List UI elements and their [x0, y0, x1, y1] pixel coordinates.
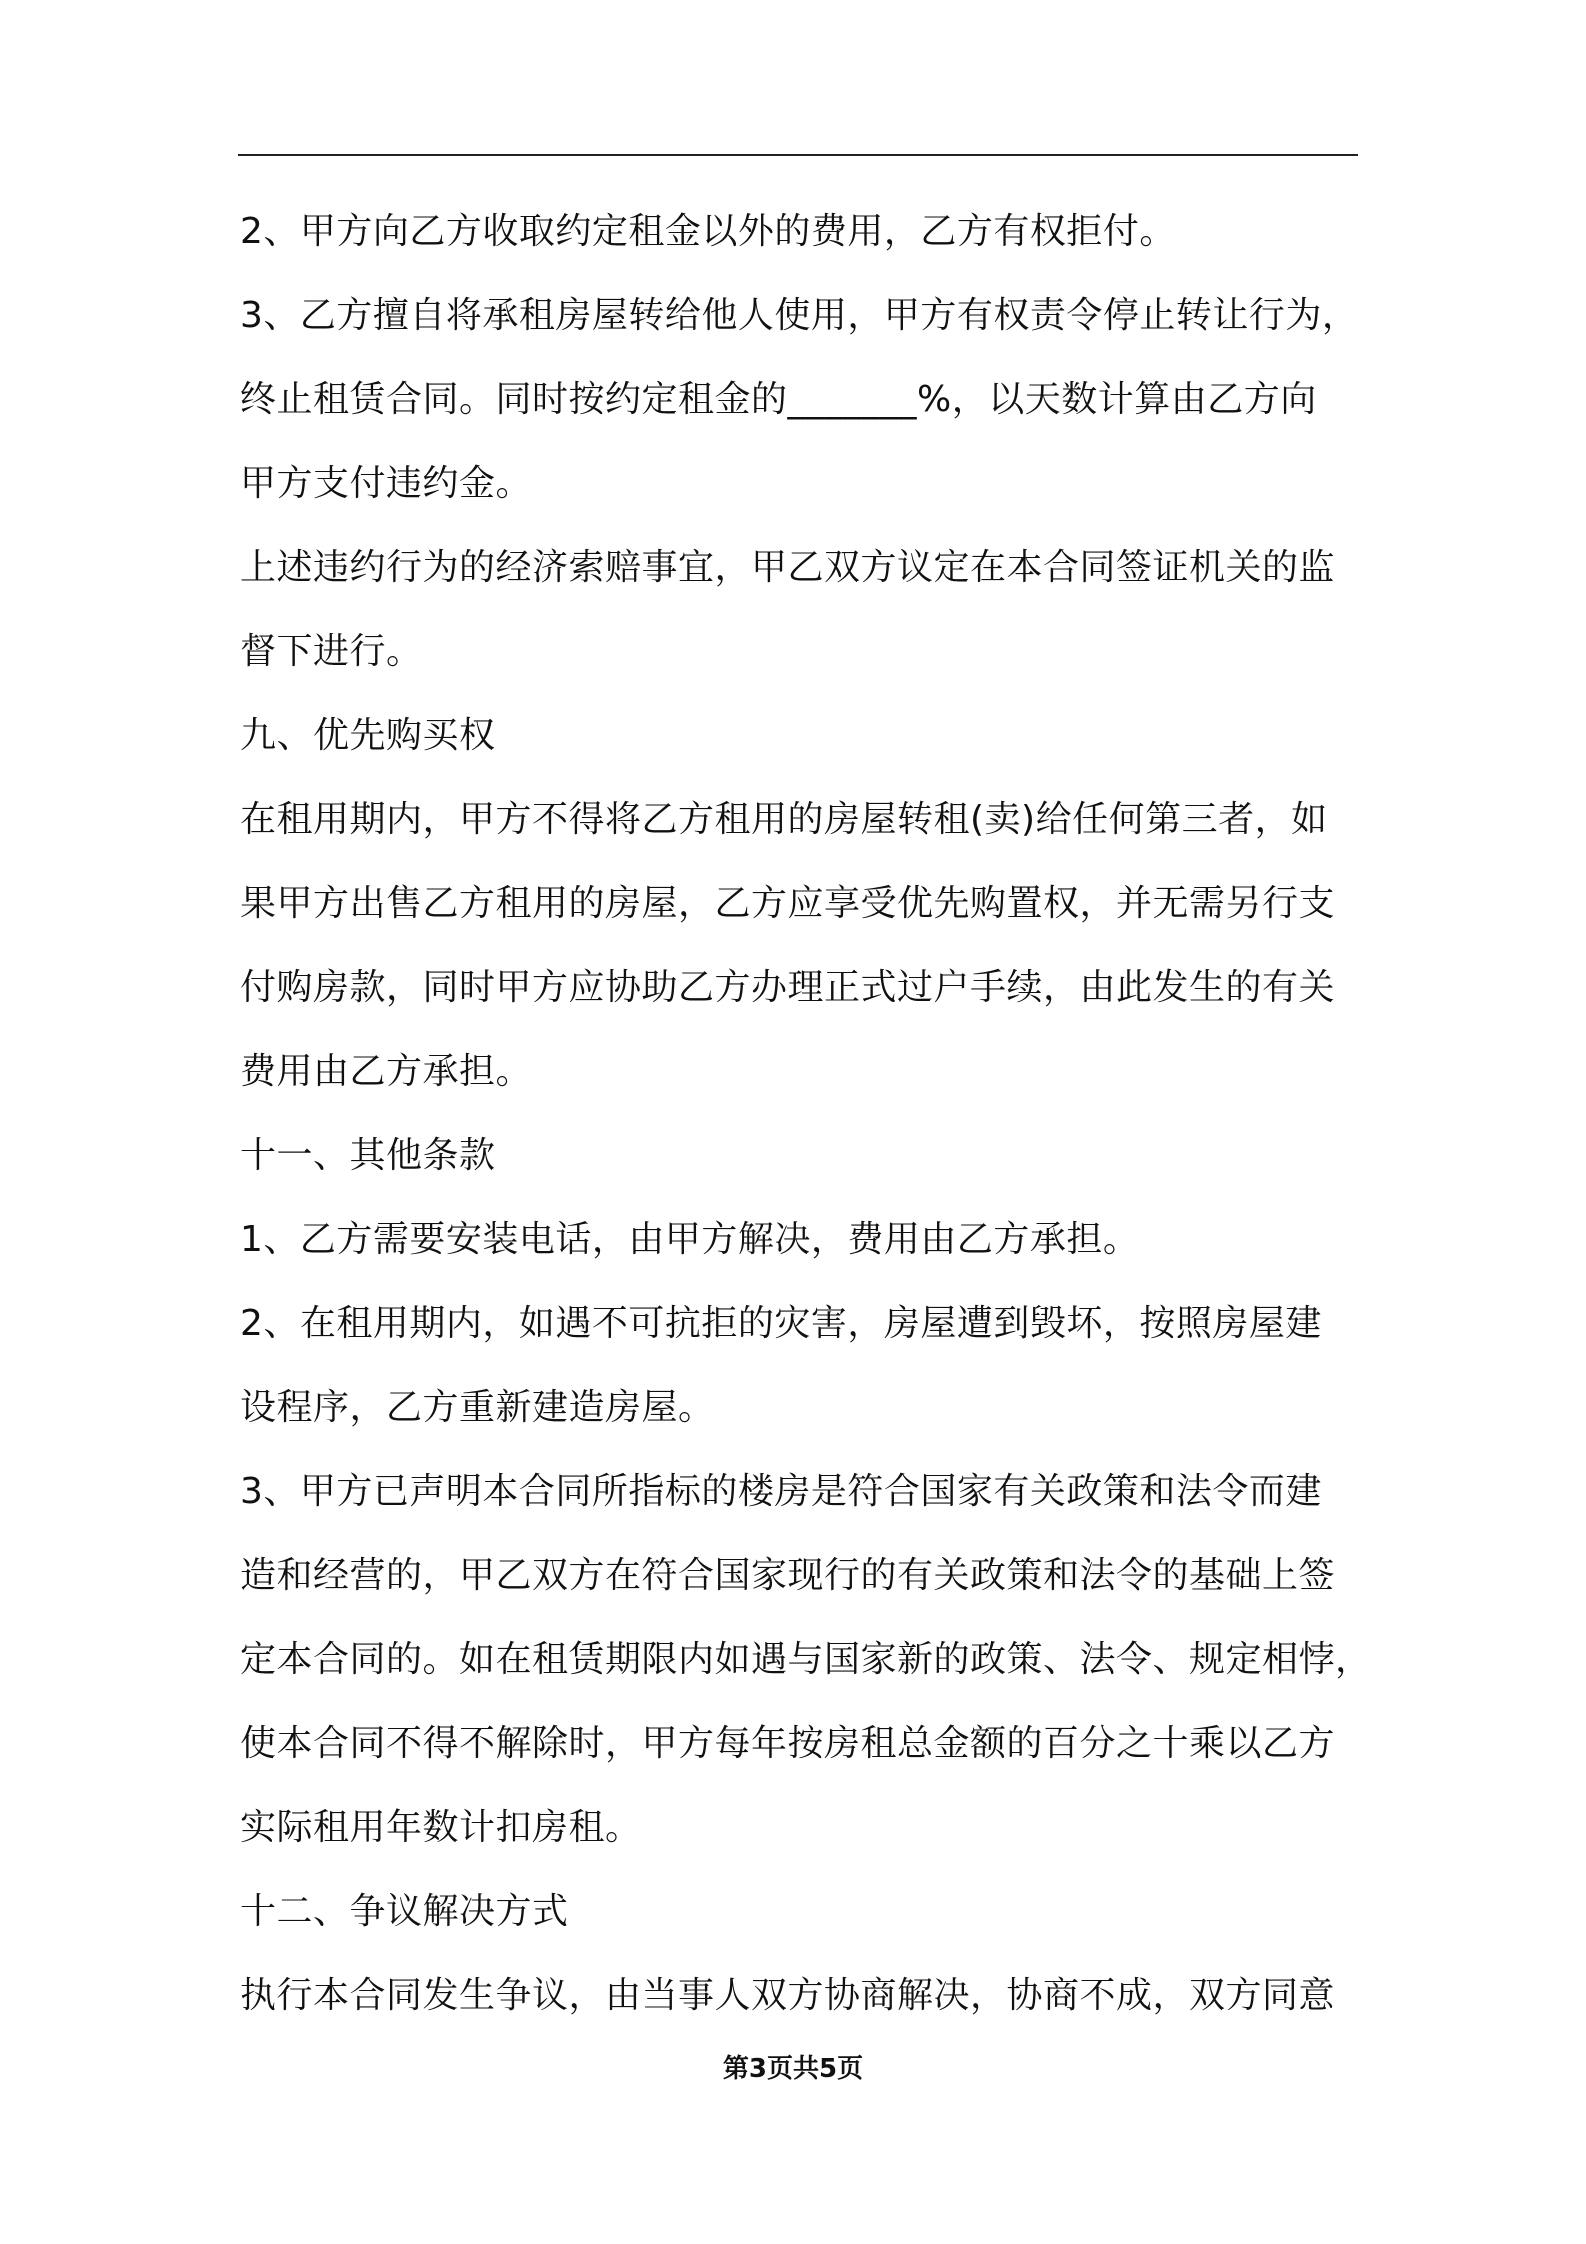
- paragraph-line: 2、甲方向乙方收取约定租金以外的费用，乙方有权拒付。: [240, 211, 1176, 252]
- section-heading: 十一、其他条款: [240, 1135, 496, 1176]
- section-heading: 九、优先购买权: [240, 715, 496, 756]
- paragraph-line: 1、乙方需要安装电话，由甲方解决，费用由乙方承担。: [240, 1219, 1140, 1260]
- paragraph-line: 执行本合同发生争议，由当事人双方协商解决，协商不成，双方同意: [240, 1975, 1336, 2016]
- page-number: 第3页共5页: [722, 2054, 864, 2084]
- header-rule: [238, 154, 1358, 156]
- paragraph-line: 上述违约行为的经济索赔事宜，甲乙双方议定在本合同签证机关的监: [240, 547, 1336, 588]
- paragraph-line: 付购房款，同时甲方应协助乙方办理正式过户手续，由此发生的有关: [240, 967, 1336, 1008]
- section-heading: 十二、争议解决方式: [240, 1891, 569, 1932]
- paragraph-line: 督下进行。: [240, 631, 423, 672]
- paragraph-line: 3、甲方已声明本合同所指标的楼房是符合国家有关政策和法令而建: [240, 1471, 1322, 1512]
- paragraph-line: 甲方支付违约金。: [240, 463, 533, 504]
- paragraph-line: 3、乙方擅自将承租房屋转给他人使用，甲方有权责令停止转让行为，: [240, 295, 1359, 336]
- paragraph-line: 2、在租用期内，如遇不可抗拒的灾害，房屋遭到毁坏，按照房屋建: [240, 1303, 1322, 1344]
- paragraph-line: 在租用期内，甲方不得将乙方租用的房屋转租(卖)给任何第三者，如: [240, 799, 1328, 840]
- paragraph-line: 使本合同不得不解除时，甲方每年按房租总金额的百分之十乘以乙方: [240, 1723, 1336, 1764]
- paragraph-line: 实际租用年数计扣房租。: [240, 1807, 642, 1848]
- paragraph-line: 定本合同的。如在租赁期限内如遇与国家新的政策、法令、规定相悖，: [240, 1639, 1372, 1680]
- paragraph-line: 费用由乙方承担。: [240, 1051, 533, 1092]
- paragraph-line: 果甲方出售乙方租用的房屋，乙方应享受优先购置权，并无需另行支: [240, 883, 1336, 924]
- paragraph-line: 造和经营的，甲乙双方在符合国家现行的有关政策和法令的基础上签: [240, 1555, 1336, 1596]
- document-body: [240, 190, 1370, 2038]
- paragraph-line: 终止租赁合同。同时按约定租金的_______%，以天数计算由乙方向: [240, 379, 1317, 420]
- paragraph-line: 设程序，乙方重新建造房屋。: [240, 1387, 715, 1428]
